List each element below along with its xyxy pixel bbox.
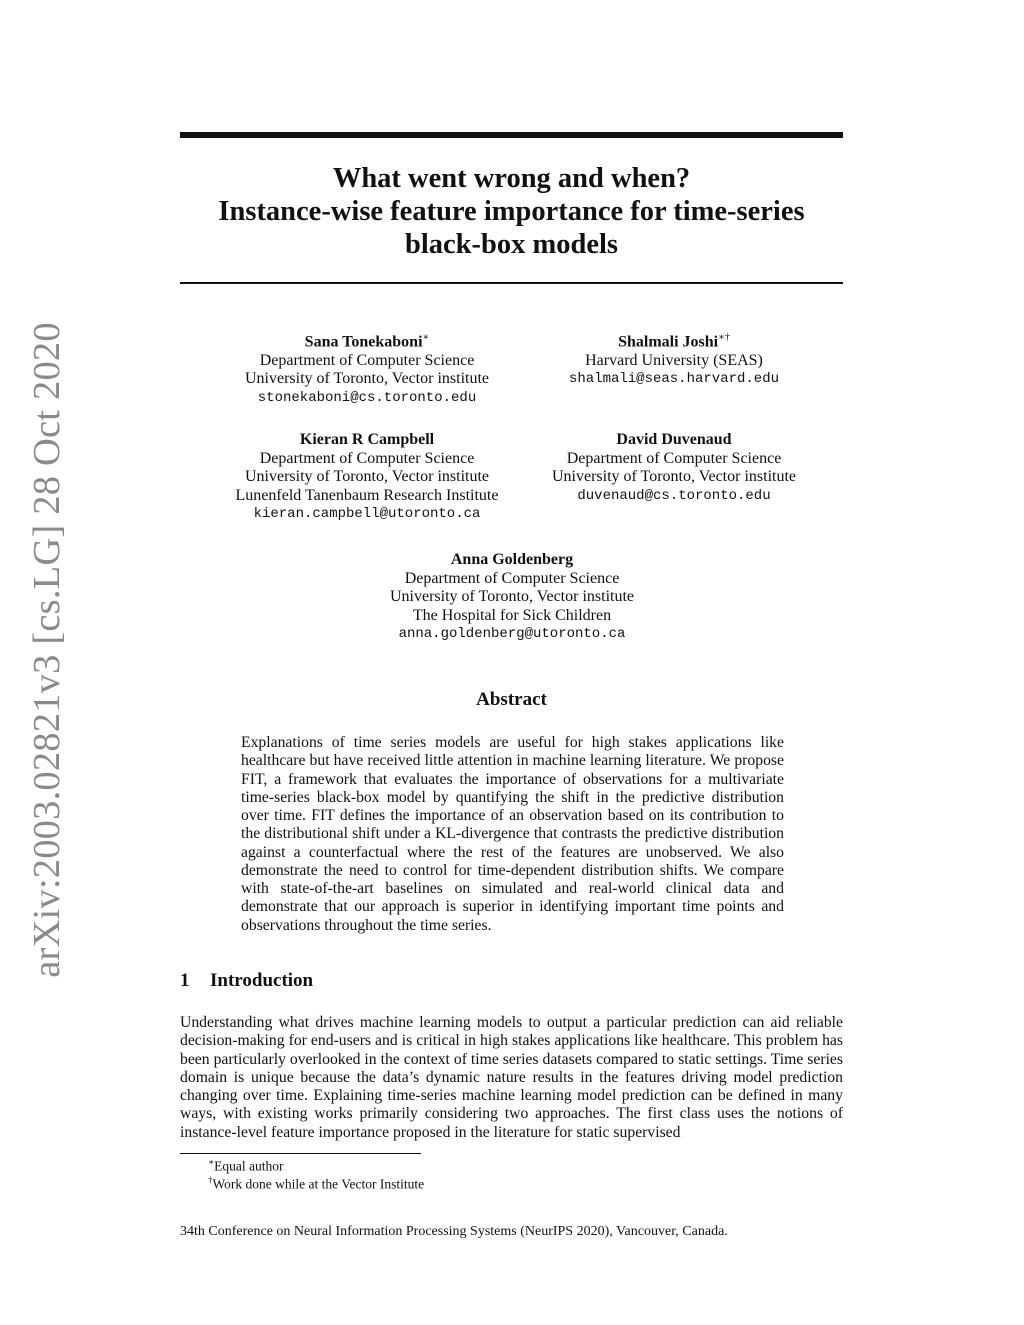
author-block-tonekaboni [217,329,517,407]
author-email[interactable]: stonekaboni@cs.toronto.edu [257,389,477,406]
author-affiliation: University of Toronto, Vector institute [244,370,490,388]
title-top-rule [180,132,843,138]
paper-title [180,162,843,261]
author-email[interactable]: anna.goldenberg@utoronto.ca [398,626,626,642]
author-block-goldenberg [362,551,662,644]
author-block-duvenaud [524,431,824,505]
author-affiliation: University of Toronto, Vector institute [244,468,490,485]
abstract-heading: Abstract [476,689,547,710]
author-name: Shalmali Joshi∗† [618,332,730,351]
footnote-equal-author [208,1157,283,1175]
footnote-mark: ∗ [208,1157,215,1167]
title-line-1: What went wrong and when? [332,163,691,194]
author-affiliation: Department of Computer Science [259,351,475,369]
author-affiliation: Department of Computer Science [404,569,620,587]
author-block-joshi [524,329,824,389]
section-title: Introduction [210,970,314,991]
author-block-campbell [209,431,525,524]
author-footnote-mark: ∗† [718,332,730,343]
author-name: David Duvenaud [616,431,732,448]
author-name: Anna Goldenberg [450,551,574,568]
author-name: Kieran R Campbell [299,431,435,448]
author-affiliation: University of Toronto, Vector institute [551,468,797,485]
title-line-3: black-box models [405,229,618,260]
section-heading-introduction [180,970,313,992]
section-number: 1 [180,970,190,991]
footnote-vector-institute [208,1175,424,1193]
author-email[interactable]: duvenaud@cs.toronto.edu [577,487,771,504]
conference-footer: 34th Conference on Neural Information Processing Systems (NeurIPS 2020), Vancouver, Canada. [180,1224,728,1239]
author-affiliation: Lunenfeld Tanenbaum Research Institute [235,486,499,504]
author-affiliation: The Hospital for Sick Children [412,606,612,624]
author-email[interactable]: shalmali@seas.harvard.edu [568,371,780,388]
title-bottom-rule [180,282,843,284]
author-affiliation: Department of Computer Science [259,449,475,467]
footnote-rule [180,1153,421,1154]
author-name: Sana Tonekaboni∗ [304,332,430,351]
introduction-text: Understanding what drives machine learning models to output a particular prediction can aid reliable decision-making for end-users and is critical in high stakes applications like healthcare. This problem has been particularly overlooked in the context of time series datasets compared to static settings. Time series domain is unique because the data’s dynamic nature results in the features driving model prediction changing over time. Explaining time-series machine learning model prediction can be defined in many ways, with existing works primarily considering two approaches. The first class uses the notions of instance-level feature importance proposed in the literature for static supervised [180,1014,843,1141]
author-footnote-mark: ∗ [422,332,430,343]
footnote-mark: † [208,1175,213,1185]
footnote-text: Equal author [214,1158,284,1174]
author-affiliation: Harvard University (SEAS) [585,351,763,369]
author-email[interactable]: kieran.campbell@utoronto.ca [253,506,481,522]
title-line-2: Instance-wise feature importance for time-series [218,196,805,227]
author-affiliation: Department of Computer Science [566,449,782,467]
author-affiliation: University of Toronto, Vector institute [389,588,635,605]
footnote-text: Work done while at the Vector Institute [212,1176,425,1192]
abstract-text: Explanations of time series models are useful for high stakes applications like healthcare but have received little attention in machine learning literature. We propose FIT, a framework that evaluates the importance of observations for a multivariate time-series black-box model by quantifying the shift in the predictive distribution over time. FIT defines the importance of an observation based on its contribution to the distributional shift under a KL-divergence that contrasts the predictive distribution against a counterfactual where the rest of the features are unobserved. We also demonstrate the need to control for time-dependent distribution shifts. We compare with state-of-the-art baselines on simulated and real-world clinical data and demonstrate that our approach is superior in identifying important time points and observations throughout the time series. [241,734,784,934]
arxiv-stamp-text: arXiv:2003.02821v3 [cs.LG] 28 Oct 2020 [26,322,68,978]
